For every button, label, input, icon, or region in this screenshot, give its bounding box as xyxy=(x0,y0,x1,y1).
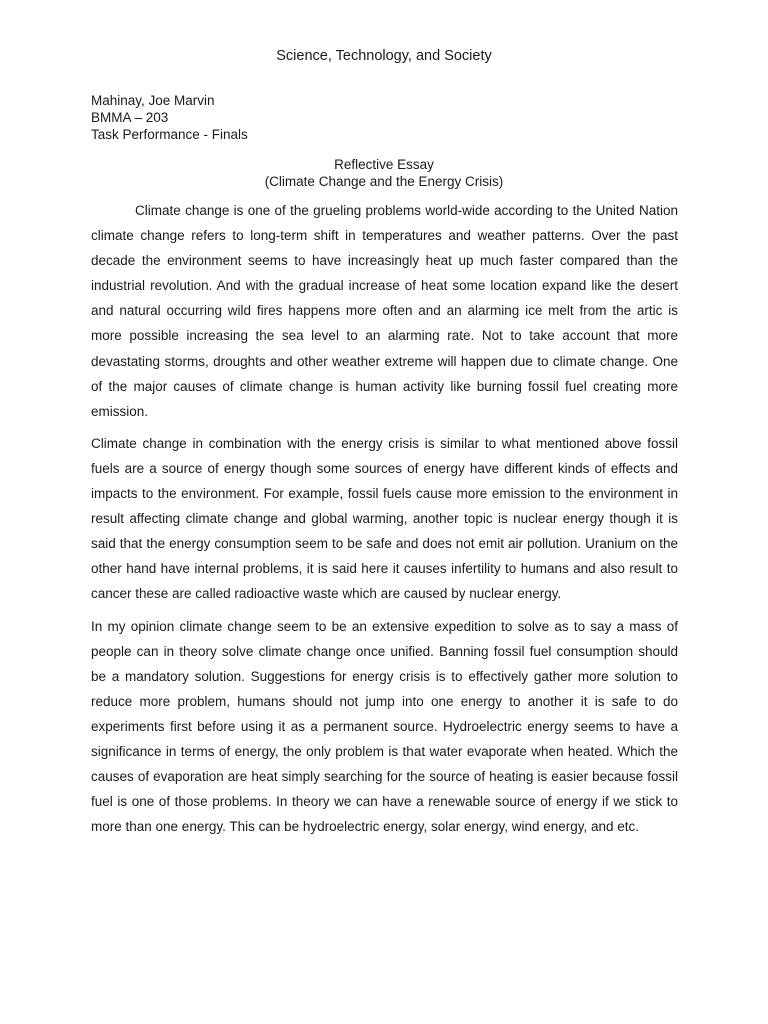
section-code: BMMA – 203 xyxy=(91,110,169,125)
essay-heading xyxy=(0,156,768,190)
essay-paragraph-1: Climate change is one of the grueling problems world-wide according to the United Nation climate change refers to long-term shift in temperatures and weather patterns. Over the past decade the environment seems to have increasingly heat up much faster compared than the industrial revolution. And with the gradual increase of heat some location expand like the desert and natural occurring wild fires happens more often and an alarming ice melt from the artic is more possible increasing the sea level to an alarming rate. Not to take account that more devastating storms, droughts and other weather extreme will happen due to climate change. One of the major causes of climate change is human activity like burning fossil fuel creating more emission. xyxy=(91,203,678,419)
essay-topic: (Climate Change and the Energy Crisis) xyxy=(264,174,504,189)
task-label: Task Performance - Finals xyxy=(91,127,248,142)
student-info-block xyxy=(91,92,248,143)
essay-type: Reflective Essay xyxy=(334,157,434,172)
essay-paragraph-3: In my opinion climate change seem to be an extensive expedition to solve as to say a mass of people can in theory solve climate change once unified. Banning fossil fuel consumption should be a mandatory solution. Suggestions for energy crisis is to effectively gather more solution to reduce more problem, humans should not jump into one energy to another it is safe to do experiments first before using it as a permanent source. Hydroelectric energy seems to have a significance in terms of energy, the only problem is that water evaporate when heated. Which the causes of evaporation are heat simply searching for the source of heating is easier because fossil fuel is one of those problems. In theory we can have a renewable source of energy if we stick to more than one energy. This can be hydroelectric energy, solar energy, wind energy, and etc. xyxy=(91,618,678,835)
essay-paragraph-2: Climate change in combination with the energy crisis is similar to what mentioned above fossil fuels are a source of energy though some sources of energy have different kinds of effects and impacts to the environment. For example, fossil fuels cause more emission to the environment in result affecting climate change and global warming, another topic is nuclear energy though it is said that the energy consumption seem to be safe and does not emit air pollution. Uranium on the other hand have internal problems, it is said here it causes infertility to humans and also result to cancer these are called radioactive waste which are caused by nuclear energy. xyxy=(91,435,678,602)
author-name: Mahinay, Joe Marvin xyxy=(91,93,215,108)
course-title: Science, Technology, and Society xyxy=(276,48,492,64)
essay-body xyxy=(91,198,678,846)
